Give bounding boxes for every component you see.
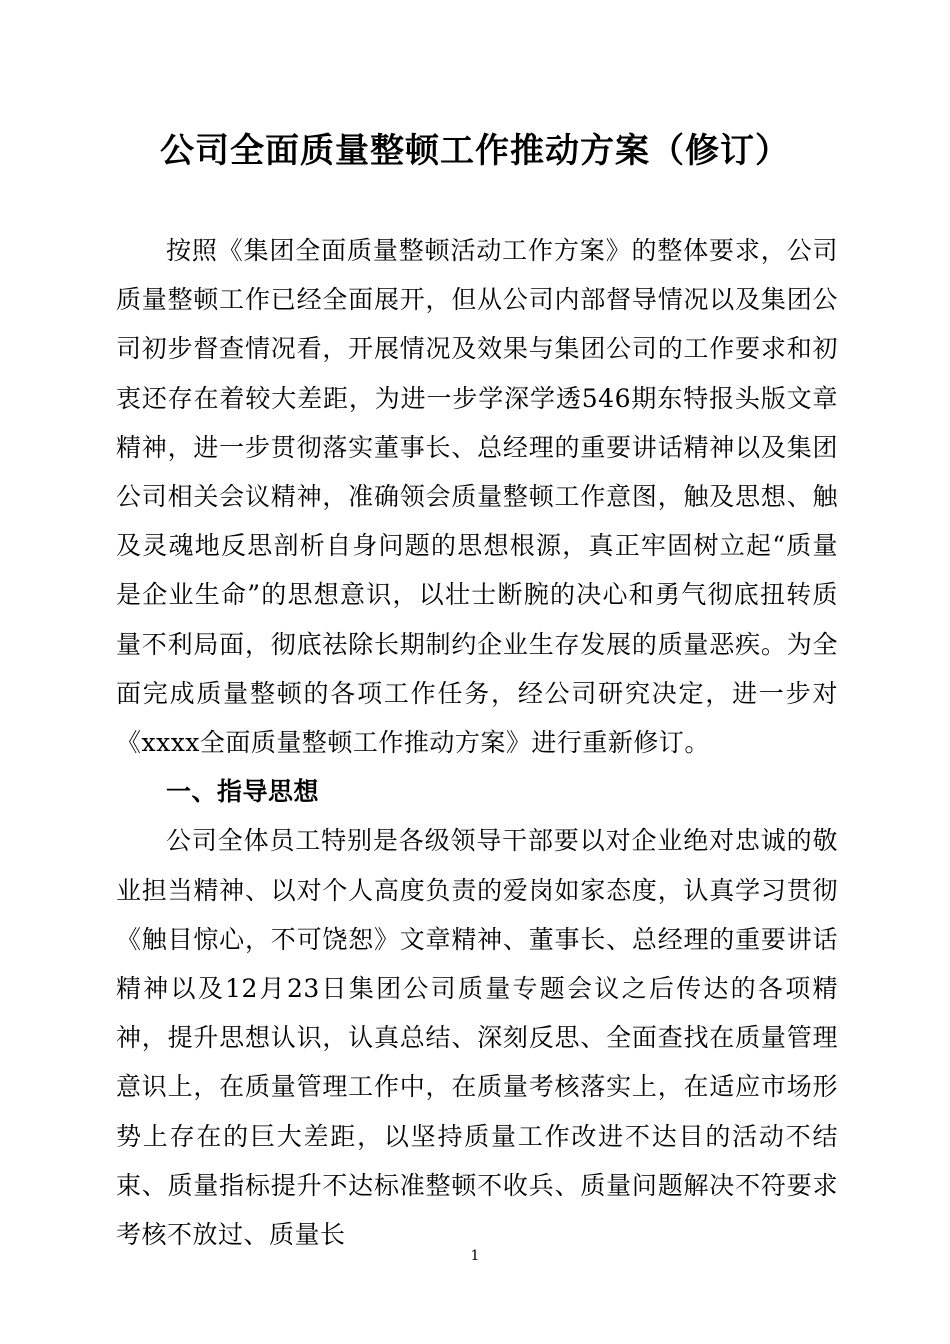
document-body [116, 226, 838, 1259]
section-heading-guiding-ideology: 一、指导思想 [166, 777, 320, 807]
paragraph-guiding-ideology: 公司全体员工特别是各级领导干部要以对企业绝对忠诚的敬业担当精神、以对个人高度负责的爱岗如家态度，认真学习贯彻《触目惊心，不可饶恕》文章精神、董事长、总经理的重要讲话精神以及12月23日集团公司质量专题会议之后传达的各项精神，提升思想认识，认真总结、深刻反思、全面查找在质量管理意识上，在质量管理工作中，在质量考核落实上，在适应市场形势上存在的巨大差距，以坚持质量工作改进不达目的活动不结束、质量指标提升不达标准整顿不收兵、质量问题解决不符要求考核不放过、质量长 [116, 826, 838, 1250]
document-title: 公司全面质量整顿工作推动方案（修订） [160, 131, 790, 171]
paragraph-intro: 按照《集团全面质量整顿活动工作方案》的整体要求，公司质量整顿工作已经全面展开，但从公司内部督导情况以及集团公司初步督查情况看，开展情况及效果与集团公司的工作要求和初衷还存在着较大差距，为进一步学深学透546期东特报头版文章精神，进一步贯彻落实董事长、总经理的重要讲话精神以及集团公司相关会议精神，准确领会质量整顿工作意图，触及思想、触及灵魂地反思剖析自身问题的思想根源，真正牢固树立起“质量是企业生命”的思想意识，以壮士断腕的决心和勇气彻底扭转质量不利局面，彻底祛除长期制约企业生存发展的质量恶疾。为全面完成质量整顿的各项工作任务，经公司研究决定，进一步对《xxxx全面质量整顿工作推动方案》进行重新修订。 [116, 236, 838, 758]
page-number: 1 [470, 1248, 480, 1264]
